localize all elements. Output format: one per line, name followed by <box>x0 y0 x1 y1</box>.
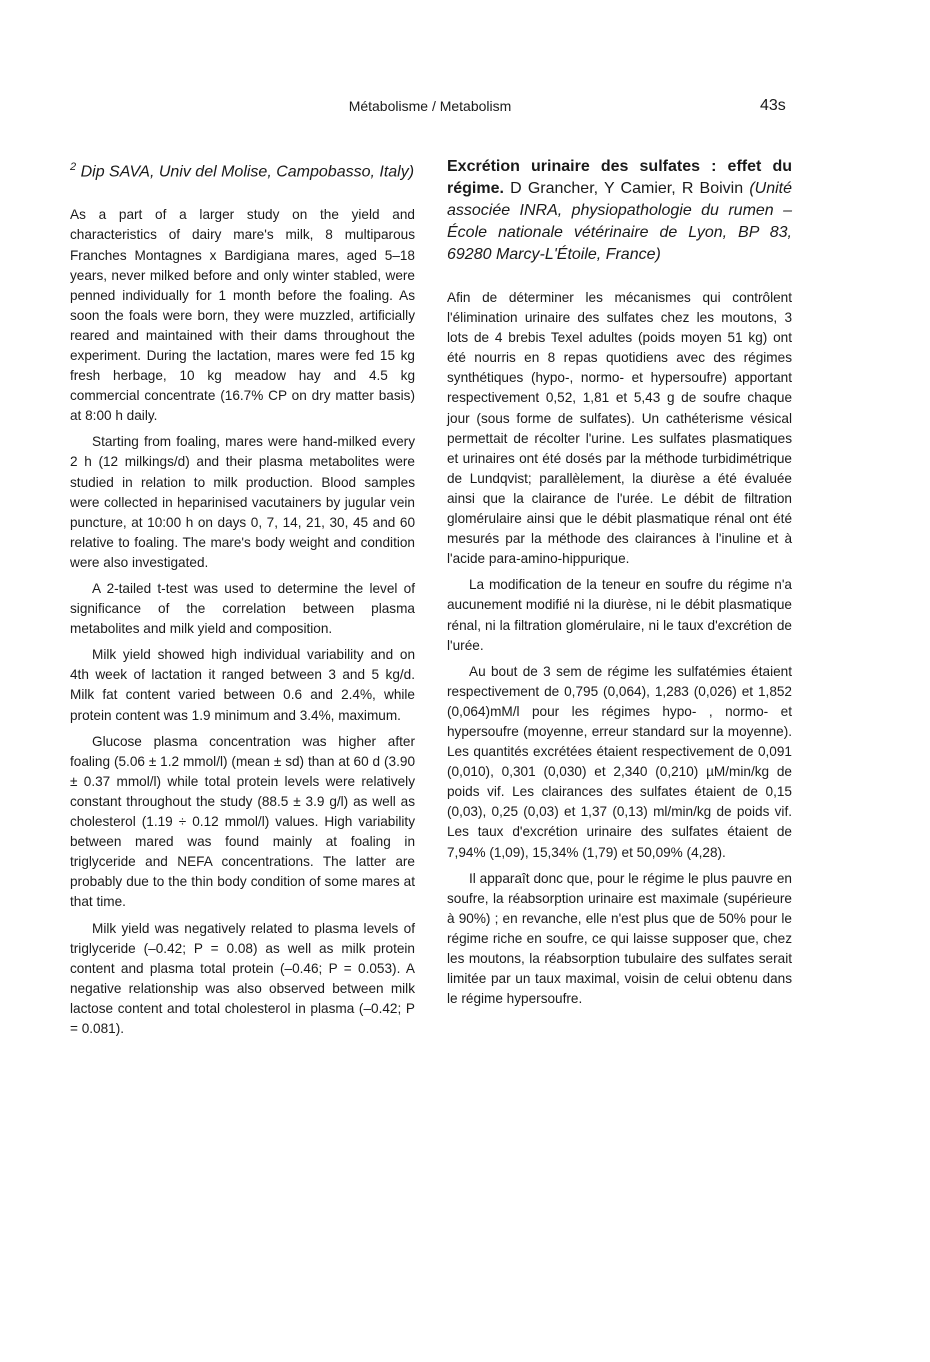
paragraph: Starting from foaling, mares were hand-milked every 2 h (12 milkings/d) and their plasma metabolites were studied in relation to milk production. Blood samples were collected in heparinised vacutainers by jugular vein puncture, at 10:00 h on days 0, 7, 14, 21, 30, 45 and 60 relative to foaling. The mare's body weight and condition were also investigated. <box>70 434 415 570</box>
paragraph: As a part of a larger study on the yield and characteristics of dairy mare's milk, 8 multiparous Franches Montagnes x Bardigiana mares, aged 5–18 years, never milked before and only winter stabled, were penned individually for 1 month before the foaling. As soon the foals were born, they were muzzled, artificially reared and maintained with their dams throughout the experiment. During the lactation, mares were fed 15 kg fresh herbage, 10 kg meadow hay and 4.5 kg commercial concentrate (16.7% CP on dry matter basis) at 8:00 h daily. <box>70 207 415 424</box>
paragraph: Au bout de 3 sem de régime les sulfatémies étaient respectivement de 0,795 (0,064), 1,283 (0,026) et 1,852 (0,064)mM/l pour les régimes hypo- , normo- et hypersoufre (moyenne, erreur standard sur la moyenne). Les quantités excrétées étaient respectivement de 0,091 (0,010), 0,301 (0,030) et 2,340 (0,210) µM/min/kg de poids vif. Les clairances des sulfates étaient de 0,15 (0,03), 0,25 (0,03) et 1,37 (0,13) ml/min/kg de poids vif. Les taux d'excrétion urinaire des sulfates étaient de 7,94% (1,09), 15,34% (1,79) et 50,09% (4,28). <box>447 663 792 860</box>
running-header <box>0 96 930 116</box>
left-column <box>70 156 415 1045</box>
page-number: 43s <box>760 97 786 114</box>
abstract-heading <box>447 156 792 266</box>
paragraph: Milk yield showed high individual variability and on 4th week of lactation it ranged between 3 and 5 kg/d. Milk fat content varied between 0.6 and 2.4%, while protein content was 1.9 minimum and 3.4%, maximum. <box>70 647 415 723</box>
paragraph: A 2-tailed t-test was used to determine the level of significance of the correlation between plasma metabolites and milk yield and composition. <box>70 581 415 637</box>
paragraph: La modification de la teneur en soufre du régime n'a aucunement modifié ni la diurèse, ni le débit plasmatique rénal, ni la filtration glomérulaire, ni le taux d'excrétion de l'urée. <box>447 577 792 653</box>
abstract-affiliation: (Unité associée INRA, physiopathologie du rumen – École nationale vétérinaire de Lyon, BP 83, 69280 Marcy-L'Étoile, France) <box>447 180 793 263</box>
abstract-authors: D Grancher, Y Camier, R Boivin <box>510 180 744 197</box>
right-column <box>447 156 792 1015</box>
abstract-title: Excrétion urinaire des sulfates : effet du régime. <box>447 158 792 197</box>
paragraph: Afin de déterminer les mécanismes qui contrôlent l'élimination urinaire des sulfates chez les moutons, 3 lots de 4 brebis Texel adultes (poids moyen 51 kg) ont été nourris en 8 repas quotidiens avec des régimes synthétiques (hypo-, normo- et hypersoufre) apportant respectivement 0,52, 1,81 et 5,43 g de soufre chaque jour (sous forme de sulfates). Un cathéterisme vésical permettait de récolter l'urine. Les sulfates plasmatiques et urinaires ont été dosés par la méthode turbidimétrique de Lundqvist; parallèlement, la diurèse a été évaluée ainsi que la clairance de l'urée. Le débit de filtration glomérulaire ainsi que le débit plasmatique rénal ont été mesurés par la méthode des clairances à l'inuline et à l'acide para-amino-hippurique. <box>447 290 792 567</box>
affiliation-text: Dip SAVA, Univ del Molise, Campobasso, Italy) <box>80 163 415 181</box>
paragraph: Glucose plasma concentration was higher after foaling (5.06 ± 1.2 mmol/l) (mean ± sd) than at 60 d (3.90 ± 0.37 mmol/l) while total protein levels were relatively constant throughout the study (88.5 ± 3.9 g/l) as well as cholesterol (1.19 ÷ 0.12 mmol/l) values. High variability between mared was found mainly at foaling in triglyceride and NEFA concentrations. The latter are probably due to the thin body condition of some mares at that time. <box>70 733 415 910</box>
paragraph: Milk yield was negatively related to plasma levels of triglyceride (–0.42; P = 0.08) as well as milk protein content and plasma total protein (–0.46; P = 0.053). A negative relationship was also observed between milk lactose content and total cholesterol in plasma (–0.42; P = 0.081). <box>70 920 415 1036</box>
affiliation-continued <box>70 156 415 183</box>
running-title: Métabolisme / Metabolism <box>348 98 512 114</box>
affiliation-superscript: 2 <box>70 161 77 173</box>
paragraph: Il apparaît donc que, pour le régime le plus pauvre en soufre, la réabsorption urinaire est maximale (supérieure à 90%) ; en revanche, elle n'est plus que de 50% pour le régime riche en soufre, ce qui laisse supposer que, chez les moutons, la réabsorption tubulaire des sulfates serait limitée par un taux maximal, voisin de celui obtenu dans le régime hypersoufre. <box>447 870 792 1007</box>
